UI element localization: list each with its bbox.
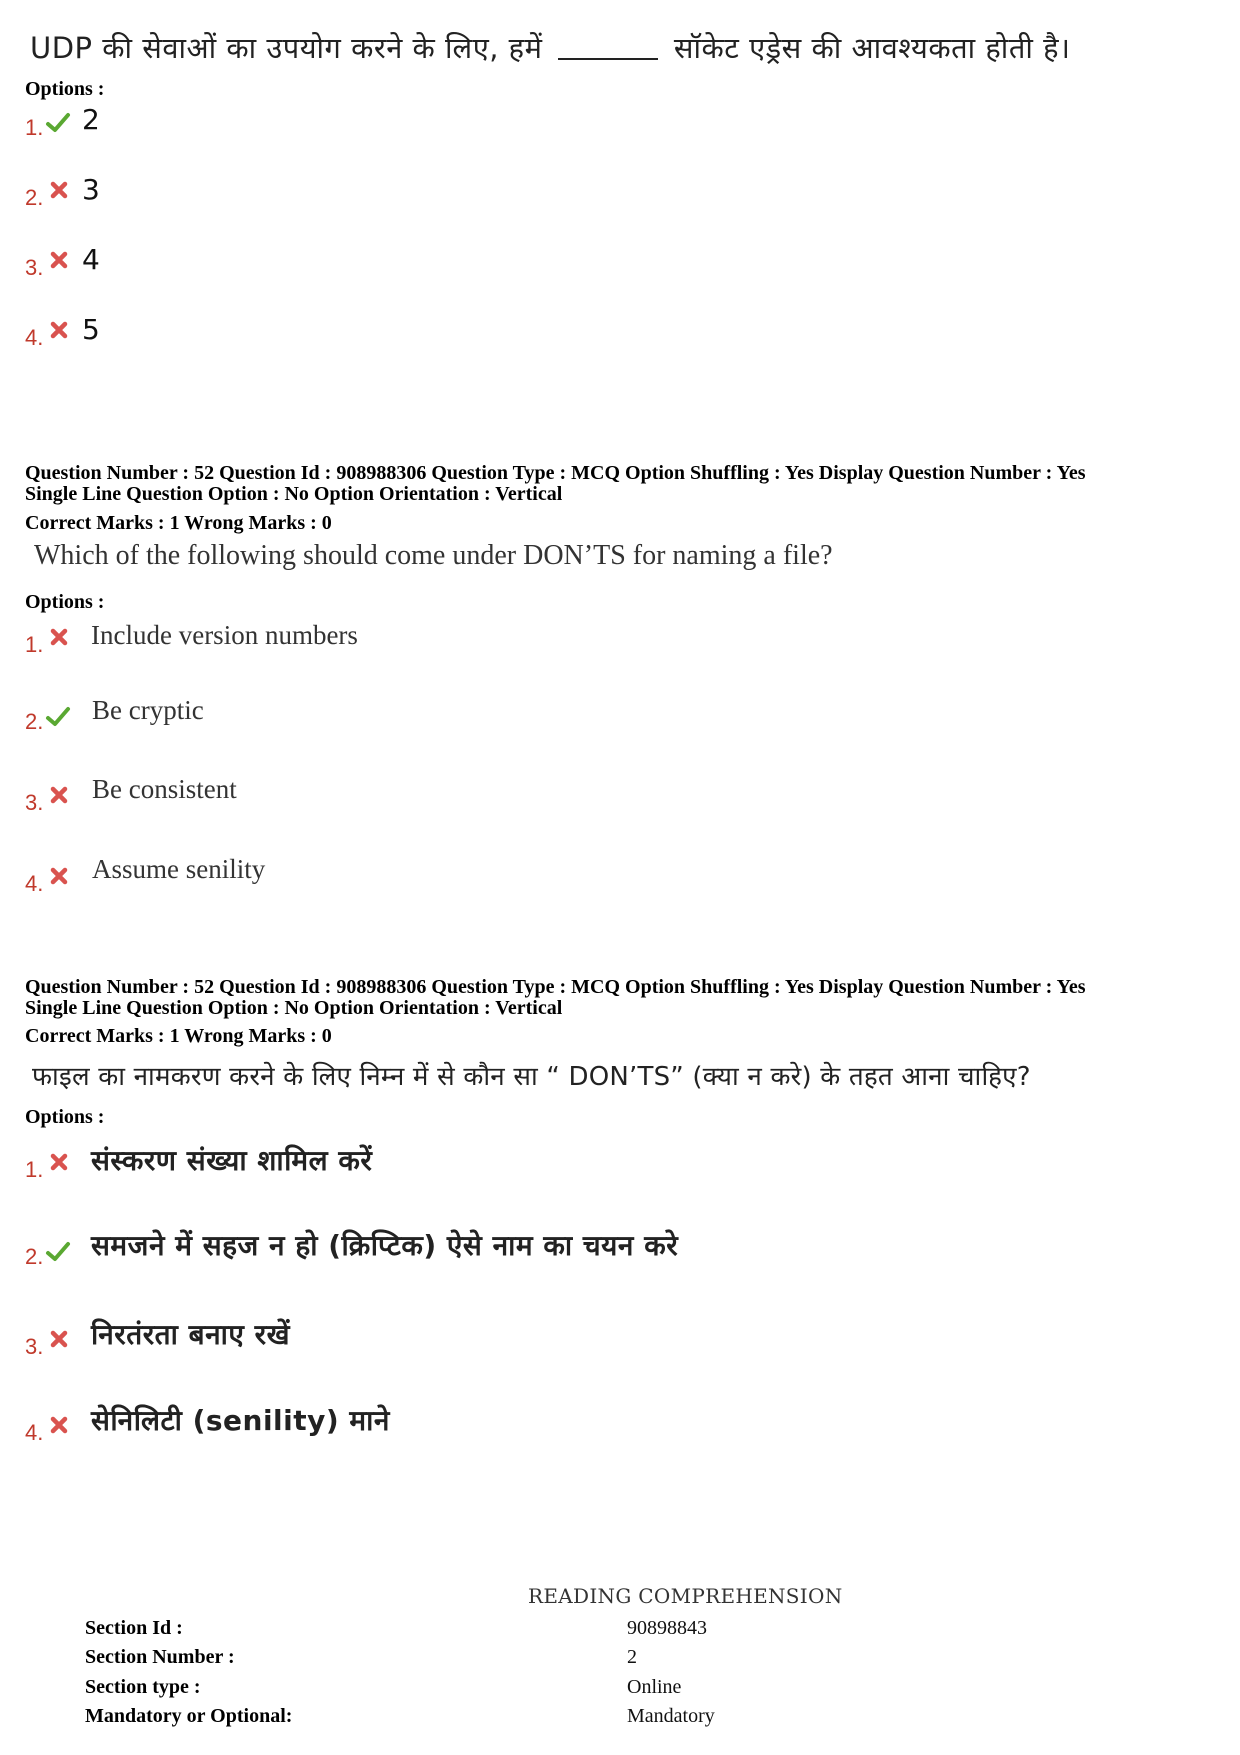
option-number: 4. — [25, 1420, 44, 1445]
mandatory-value: Mandatory — [627, 1705, 715, 1727]
option-number: 1. — [25, 115, 44, 140]
options-label: Options : — [25, 591, 105, 613]
section-title: READING COMPREHENSION — [528, 1584, 843, 1608]
cross-icon — [47, 179, 73, 203]
option-text: Assume senility — [92, 854, 266, 884]
cross-icon — [47, 626, 73, 650]
question-text: फाइल का नामकरण करने के लिए निम्न में से कौन सा “ DON’TS” (क्या न करे) के तहत आना चाहिए? — [32, 1062, 1031, 1092]
section-number-label: Section Number : — [85, 1646, 235, 1668]
check-icon — [45, 705, 71, 729]
question-text: Which of the following should come under DON’TS for naming a file? — [34, 540, 833, 571]
option-text: संस्करण संख्या शामिल करें — [91, 1144, 373, 1177]
option-text: समजने में सहज न हो (क्रिप्टिक) ऐसे नाम का चयन करे — [91, 1229, 679, 1262]
options-label: Options : — [25, 78, 105, 100]
option-number: 1. — [25, 632, 44, 657]
cross-icon — [47, 865, 73, 889]
question-marks: Correct Marks : 1 Wrong Marks : 0 — [25, 1025, 332, 1047]
option-text: निरतंरता बनाए रखें — [91, 1318, 290, 1351]
option-text: 4 — [82, 243, 100, 276]
question-meta-line1: Question Number : 52 Question Id : 908988306 Question Type : MCQ Option Shuffling : Yes Display Question Number : Yes — [25, 462, 1086, 484]
section-type-label: Section type : — [85, 1676, 201, 1698]
option-number: 2. — [25, 709, 44, 734]
section-number-value: 2 — [627, 1646, 637, 1668]
question-text — [30, 28, 1070, 67]
option-text: Be cryptic — [92, 695, 204, 725]
question-marks: Correct Marks : 1 Wrong Marks : 0 — [25, 512, 332, 534]
option-number: 1. — [25, 1157, 44, 1182]
option-text: Be consistent — [92, 774, 237, 804]
options-label: Options : — [25, 1106, 105, 1128]
cross-icon — [47, 784, 73, 808]
section-type-value: Online — [627, 1676, 682, 1698]
option-number: 2. — [25, 185, 44, 210]
question-text-part1: UDP की सेवाओं का उपयोग करने के लिए, हमें — [30, 31, 543, 65]
check-icon — [45, 1240, 71, 1264]
question-meta-line1: Question Number : 52 Question Id : 908988306 Question Type : MCQ Option Shuffling : Yes Display Question Number : Yes — [25, 976, 1086, 998]
question-text-part2: सॉकेट एड्रेस की आवश्यकता होती है। — [673, 31, 1071, 65]
option-number: 2. — [25, 1244, 44, 1269]
check-icon — [45, 111, 71, 135]
option-text: सेनिलिटी (senility) माने — [91, 1404, 390, 1437]
option-number: 3. — [25, 255, 44, 280]
cross-icon — [47, 319, 73, 343]
option-number: 4. — [25, 871, 44, 896]
section-id-value: 90898843 — [627, 1617, 707, 1639]
option-number: 3. — [25, 1334, 44, 1359]
mandatory-label: Mandatory or Optional: — [85, 1705, 293, 1727]
cross-icon — [47, 1151, 73, 1175]
section-id-label: Section Id : — [85, 1617, 183, 1639]
cross-icon — [47, 1414, 73, 1438]
option-text: Include version numbers — [91, 620, 358, 650]
question-meta-line2: Single Line Question Option : No Option Orientation : Vertical — [25, 483, 563, 505]
option-text: 5 — [82, 313, 100, 346]
option-text: 3 — [82, 173, 100, 206]
option-text: 2 — [82, 103, 100, 136]
option-number: 3. — [25, 790, 44, 815]
option-number: 4. — [25, 325, 44, 350]
question-meta-line2: Single Line Question Option : No Option Orientation : Vertical — [25, 997, 563, 1019]
cross-icon — [47, 1328, 73, 1352]
cross-icon — [47, 249, 73, 273]
fill-blank — [558, 58, 658, 60]
